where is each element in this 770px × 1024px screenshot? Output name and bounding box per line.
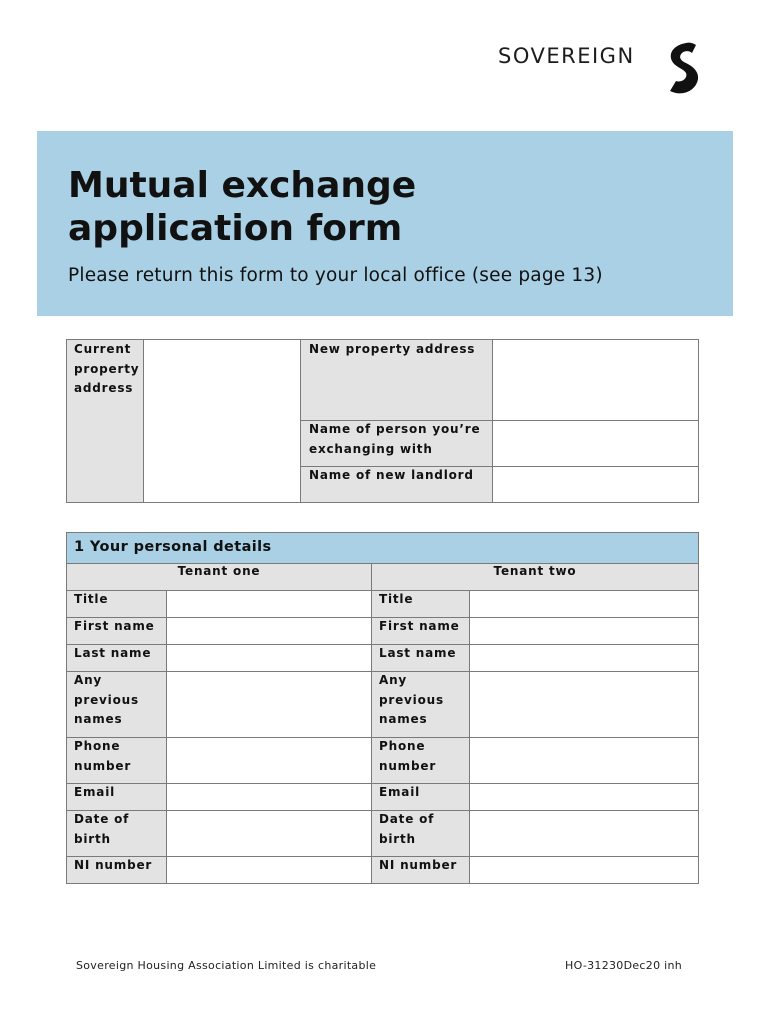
tenant-two-phone-number-field[interactable] (469, 737, 699, 784)
tenant-one-ni-number-field[interactable] (166, 856, 372, 884)
tenant-two-first-name-field[interactable] (469, 617, 699, 645)
tenant-one-any-previous-names-label: Any previous names (74, 673, 139, 726)
tenant-one-any-previous-names-field[interactable] (166, 671, 372, 738)
tenant-two-first-name-label: First name (379, 619, 460, 633)
tenant-two-email-field[interactable] (469, 783, 699, 811)
tenant-one-last-name-field[interactable] (166, 644, 372, 672)
tenant-one-email-field[interactable] (166, 783, 372, 811)
tenant-one-first-name-label: First name (74, 619, 155, 633)
tenant-two-title-field[interactable] (469, 590, 699, 618)
tenant-two-date-of-birth-field[interactable] (469, 810, 699, 857)
sovereign-s-logo-icon (664, 41, 704, 97)
tenant-two-email-label: Email (379, 785, 421, 799)
title-line-2: application form (68, 208, 403, 249)
sovereign-logo (498, 44, 635, 68)
tenant-one-email-label: Email (74, 785, 116, 799)
new-landlord-field[interactable] (492, 466, 699, 503)
tenant-one-first-name-field[interactable] (166, 617, 372, 645)
tenant-two-header: Tenant two (493, 564, 577, 578)
tenant-two-phone-number-label: Phone number (379, 739, 437, 773)
tenant-one-date-of-birth-field[interactable] (166, 810, 372, 857)
tenant-one-date-of-birth-label: Date of birth (74, 812, 130, 846)
tenant-one-header: Tenant one (177, 564, 261, 578)
footer-charity-text: Sovereign Housing Association Limited is charitable (76, 959, 377, 972)
footer-form-code: HO-31230Dec20 inh (565, 959, 683, 972)
exchange-person-field[interactable] (492, 420, 699, 467)
tenant-one-phone-number-label: Phone number (74, 739, 132, 773)
tenant-two-date-of-birth-label: Date of birth (379, 812, 435, 846)
page-subtitle: Please return this form to your local office (see page 13) (68, 265, 603, 286)
tenant-two-ni-number-label: NI number (379, 858, 458, 872)
tenant-one-last-name-label: Last name (74, 646, 152, 660)
brand-name: SOVEREIGN (498, 44, 635, 68)
page-title (68, 164, 416, 250)
current-property-label: Current property address (74, 342, 140, 395)
tenant-two-last-name-label: Last name (379, 646, 457, 660)
title-banner (37, 131, 733, 316)
tenant-one-title-field[interactable] (166, 590, 372, 618)
tenant-one-phone-number-field[interactable] (166, 737, 372, 784)
title-line-1: Mutual exchange (68, 165, 417, 206)
current-property-field[interactable] (143, 339, 301, 503)
new-landlord-label: Name of new landlord (309, 468, 474, 482)
new-property-field[interactable] (492, 339, 699, 421)
tenant-two-last-name-field[interactable] (469, 644, 699, 672)
tenant-one-ni-number-label: NI number (74, 858, 153, 872)
new-property-label: New property address (309, 342, 476, 356)
tenant-two-title-label: Title (379, 592, 414, 606)
tenant-one-title-label: Title (74, 592, 109, 606)
section-heading: 1 Your personal details (74, 539, 272, 555)
tenant-two-any-previous-names-field[interactable] (469, 671, 699, 738)
tenant-two-any-previous-names-label: Any previous names (379, 673, 444, 726)
tenant-two-ni-number-field[interactable] (469, 856, 699, 884)
exchange-person-label: Name of person you’re exchanging with (309, 422, 481, 456)
